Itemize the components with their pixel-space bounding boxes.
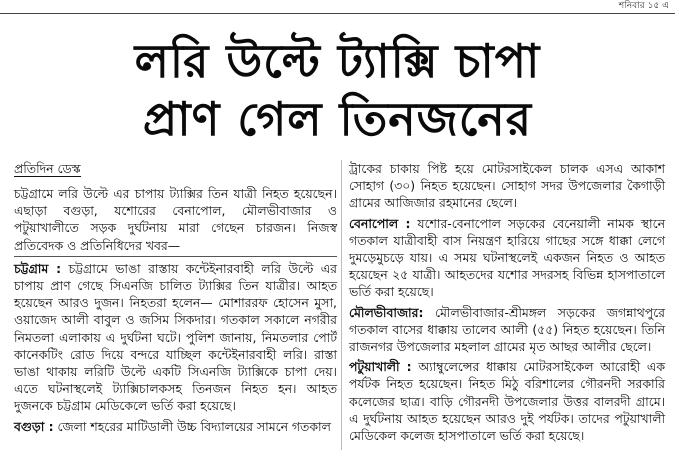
headline: [0, 32, 675, 148]
headline-line-1: লরি উল্টে ট্যাক্সি চাপা: [134, 34, 541, 88]
lead-paragraph: চট্টগ্রামে লরি উল্টে এর চাপায় ট্যাক্সির তিন যাত্রী নিহত হয়েছেন। এছাড়া বগুড়া, যশোরের বেনাপোল, মৌলভীবাজার ও পটুয়াখালীতে সড়ক দুর্ঘটনায় মারা গেছেন চারজন। নিজস্ব প্রতিবেদক ও প্রতিনিধিদের খবর—: [14, 185, 337, 257]
moulvibazar-label: মৌলভীবাজার:: [349, 304, 424, 320]
patuakhali-text: অ্যাম্বুলেন্সের ধাক্কায় মোটরসাইকেল আরোহী এক পর্যটক নিহত হয়েছেন। নিহত মিঠু বরিশালের গৌরনদী সরকারি কলেজের ছাত্র। বাড়ি গৌরনদী উপজেলার উত্তর বালরদী গ্রামে। এ দুর্ঘটনায় আহত হয়েছেন আরও দুই পর্যটক। তাদের পটুয়াখালী মেডিকেল কলেজ হাসপাতালে ভর্তি করা হয়েছে।: [349, 359, 665, 444]
benapole-label: বেনাপোল :: [349, 215, 411, 231]
bogura-continuation: ট্রাকের চাকায় পিষ্ট হয়ে মোটরসাইকেল চালক এসএ আকাশ সোহাগ (৩০) নিহত হয়েছেন। সোহাগ সদর উপজেলার কৈগাড়ী গ্রামের আজিজার রহমানের ছেলে।: [349, 161, 665, 211]
moulvibazar-paragraph: [349, 304, 665, 356]
chattogram-paragraph: [14, 260, 337, 415]
bogura-paragraph: [14, 418, 337, 435]
bogura-label: বগুড়া :: [14, 418, 54, 434]
bogura-text: জেলা শহরের মাটিডালী উচ্চ বিদ্যালয়ের সামনে গতকাল: [53, 418, 331, 434]
column-divider: [341, 160, 342, 450]
moulvibazar-text: মৌলভীবাজার-শ্রীমঙ্গল সড়কের জগন্নাথপুরে গতকাল বাসের ধাক্কায় তালেব আলী (৫৫) নিহত হয়েছেন। তিনি রাজনগর উপজেলার মহলাল গ্রামের মৃত আছর আলীর ছেলে।: [349, 304, 665, 355]
patuakhali-paragraph: [349, 358, 665, 444]
article-column-left: [14, 160, 337, 438]
header-rule: [0, 13, 675, 14]
byline: প্রতিদিন ডেস্ক: [14, 161, 81, 176]
article-column-right: [349, 160, 665, 447]
page-header-strip: [0, 0, 675, 14]
chattogram-label: চট্টগ্রাম :: [14, 260, 62, 276]
patuakhali-label: পটুয়াখালী :: [349, 359, 412, 375]
benapole-paragraph: [349, 215, 665, 301]
benapole-text: যশোর-বেনাপোল সড়কের বেনেয়ালী নামক স্থানে গতকাল যাত্রীবাহী বাস নিয়ন্ত্রণ হারিয়ে গাছের সঙ্গে ধাক্কা লেগে দুমড়েমুচড়ে যায়। এ সময় ঘটনাস্থলেই একজন নিহত ও আহত হয়েছেন ২৫ যাত্রী। আহতদের যশোর সদরসহ বিভিন্ন হাসপাতালে ভর্তি করা হয়েছে।: [349, 215, 665, 300]
headline-line-2: প্রাণ গেল তিনজনের: [142, 92, 533, 146]
date-line: শনিবার ১৫ এ: [618, 1, 669, 11]
chattogram-text: চট্টগ্রামে ভাঙা রাস্তায় কন্টেইনারবাহী লরি উল্টে এর চাপায় প্রাণ গেছে সিএনজি চালিত ট্যাক্সির তিন যাত্রীর। আহত হয়েছেন আরও দুজন। নিহতরা হলেন— মোশাররফ হোসেন মুসা, ওয়াজেদ আলী বাবুল ও জসিম সিকদার। গতকাল সকালে নগরীর নিমতলা এলাকায় এ দুর্ঘটনা ঘটে। পুলিশ জানায়, নিমতলার পোর্ট কানেকটিং রোড দিয়ে বন্দরে যাচ্ছিল কন্টেইনারবাহী লরি। রাস্তা ভাঙা থাকায় লরিটি উল্টে একটি সিএনজি ট্যাক্সিকে চাপা দেয়। এতে ঘটনাস্থলেই ট্যাক্সিচালকসহ তিনজন নিহত হন। আহত দুজনকে চট্টগ্রাম মেডিকেলে ভর্তি করা হয়েছে।: [14, 260, 337, 414]
